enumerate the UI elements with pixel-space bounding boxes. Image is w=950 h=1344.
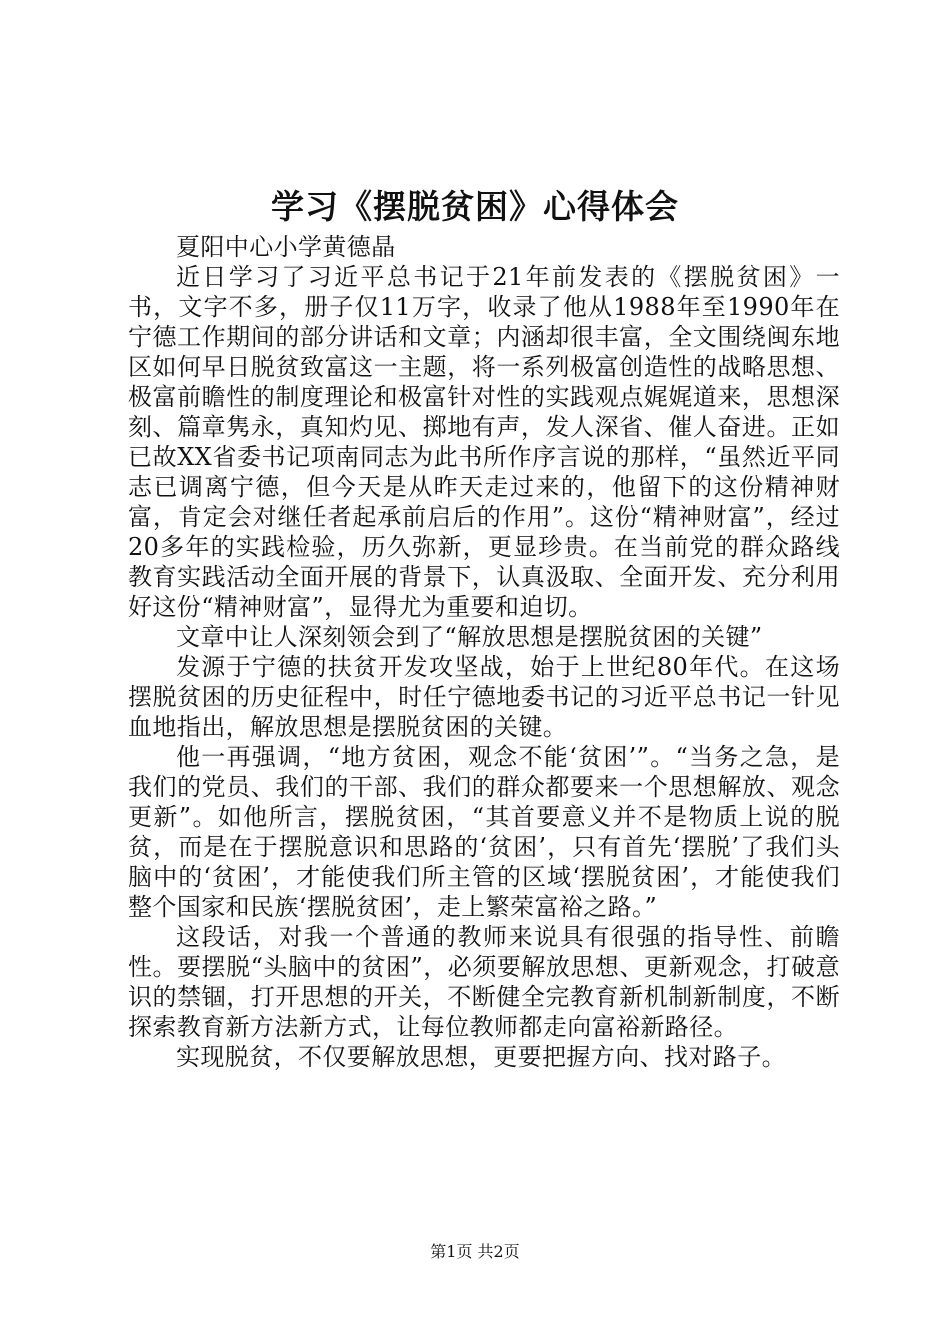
paragraph-1: 近日学习了习近平总书记于21年前发表的《摆脱贫困》一书，文字不多，册子仅11万字，收录了他从1988年至1990年在宁德工作期间的部分讲话和文章；内涵却很丰富，全文围绕闽东地区如何早日脱贫致富这一主题，将一系列极富创造性的战略思想、极富前瞻性的制度理论和极富针对性的实践观点娓娓道来，思想深刻、篇章隽永，真知灼见、掷地有声，发人深省、催人奋进。正如已故XX省委书记项南同志为此书所作序言说的那样，“虽然近平同志已调离宁德，但今天是从昨天走过来的，他留下的这份精神财富，肯定会对继任者起承前启后的作用”。这份“精神财富”，经过20多年的实践检验，历久弥新，更显珍贵。在当前党的群众路线教育实践活动全面开展的背景下，认真汲取、全面开发、充分利用好这份“精神财富”，显得尤为重要和迫切。	[128, 263, 840, 621]
document-body	[128, 232, 840, 1072]
paragraph-3: 发源于宁德的扶贫开发攻坚战，始于上世纪80年代。在这场摆脱贫困的历史征程中，时任宁德地委书记的习近平总书记一针见血地指出，解放思想是摆脱贫困的关键。	[128, 653, 840, 741]
paragraph-4: 他一再强调，“地方贫困，观念不能‘贫困’”。“当务之急，是我们的党员、我们的干部、我们的群众都要来一个思想解放、观念更新”。如他所言，摆脱贫困，“其首要意义并不是物质上说的脱贫，而是在于摆脱意识和思路的‘贫困’，只有首先‘摆脱’了我们头脑中的‘贫困’，才能使我们所主管的区域‘摆脱贫困’，才能使我们整个国家和民族‘摆脱贫困’，走上繁荣富裕之路。”	[128, 743, 840, 921]
paragraph-6: 实现脱贫，不仅要解放思想，更要把握方向、找对路子。	[176, 1043, 786, 1071]
paragraph-2: 文章中让人深刻领会到了“解放思想是摆脱贫困的关键”	[176, 623, 763, 651]
author-line: 夏阳中心小学黄德晶	[176, 233, 396, 261]
document-title: 学习《摆脱贫困》心得体会	[271, 187, 679, 226]
paragraph-5: 这段话，对我一个普通的教师来说具有很强的指导性、前瞻性。要摆脱“头脑中的贫困”，必须要解放思想、更新观念，打破意识的禁锢，打开思想的开关，不断健全完教育新机制新制度，不断探索教育新方法新方式，让每位教师都走向富裕新路径。	[128, 923, 840, 1041]
page-footer: 第1页 共2页	[430, 1242, 520, 1261]
